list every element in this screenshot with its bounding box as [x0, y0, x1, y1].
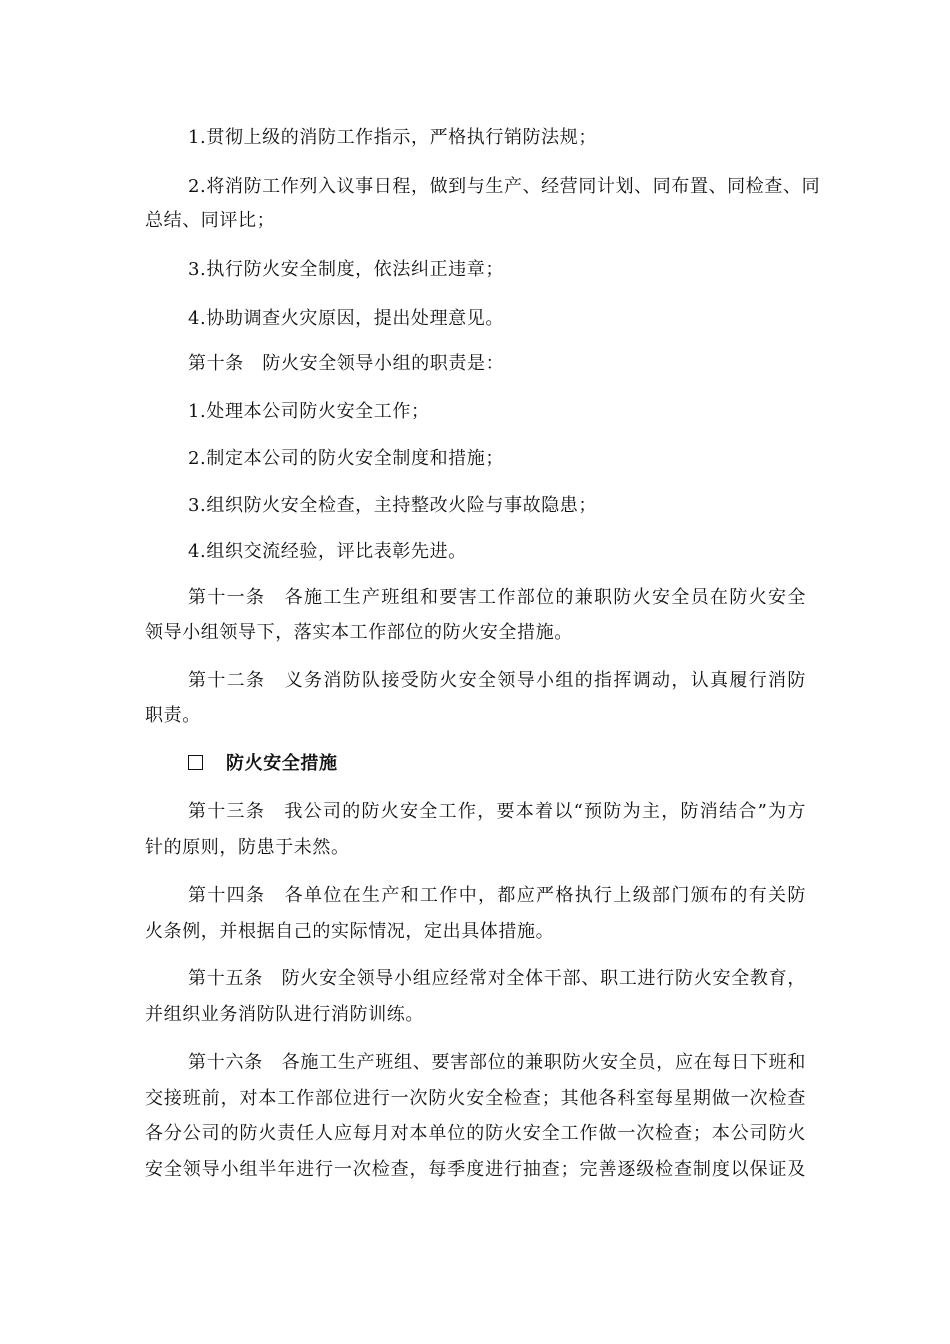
paragraph-line: 2.将消防工作列入议事日程，做到与生产、经营同计划、同布置、同检查、同: [188, 176, 821, 197]
paragraph-line: 领导小组领导下，落实本工作部位的防火安全措施。: [145, 622, 573, 643]
paragraph-line: 第十五条 防火安全领导小组应经常对全体干部、职工进行防火安全教育，: [188, 968, 806, 989]
paragraph-line: 第十条 防火安全领导小组的职责是：: [188, 353, 505, 374]
paragraph-line: 第十二条 义务消防队接受防火安全领导小组的指挥调动，认真履行消防: [188, 670, 806, 691]
paragraph-line: 3.执行防火安全制度，依法纠正违章；: [188, 259, 504, 280]
paragraph-line: 总结、同评比；: [145, 210, 276, 231]
paragraph-line: 各分公司的防火责任人应每月对本单位的防火安全工作做一次检查；本公司防火: [145, 1123, 806, 1144]
paragraph-line: 职责。: [145, 705, 201, 726]
paragraph-line: 针的原则，防患于未然。: [145, 837, 350, 858]
paragraph-line: 4.协助调查火灾原因，提出处理意见。: [188, 308, 504, 329]
paragraph-line: 第十三条 我公司的防火安全工作，要本着以“预防为主，防消结合”为方: [188, 801, 806, 822]
paragraph-line: 并组织业务消防队进行消防训练。: [145, 1004, 424, 1025]
paragraph-line: 1.贯彻上级的消防工作指示，严格执行销防法规；: [188, 127, 597, 148]
section-heading: 防火安全措施: [226, 753, 338, 774]
paragraph-line: 3.组织防火安全检查，主持整改火险与事故隐患；: [188, 495, 597, 516]
paragraph-line: 交接班前，对本工作部位进行一次防火安全检查；其他各科室每星期做一次检查: [145, 1088, 806, 1109]
paragraph-line: 第十六条 各施工生产班组、要害部位的兼职防火安全员，应在每日下班和: [188, 1052, 806, 1073]
paragraph-line: 4.组织交流经验，评比表彰先进。: [188, 541, 467, 562]
section-checkbox[interactable]: [188, 755, 203, 770]
paragraph-line: 第十四条 各单位在生产和工作中，都应严格执行上级部门颁布的有关防: [188, 885, 806, 906]
paragraph-line: 安全领导小组半年进行一次检查，每季度进行抽查；完善逐级检查制度以保证及: [145, 1159, 806, 1180]
paragraph-line: 2.制定本公司的防火安全制度和措施；: [188, 448, 504, 469]
paragraph-line: 1.处理本公司防火安全工作；: [188, 401, 430, 422]
paragraph-line: 第十一条 各施工生产班组和要害工作部位的兼职防火安全员在防火安全: [188, 587, 806, 608]
paragraph-line: 火条例，并根据自己的实际情况，定出具体措施。: [145, 921, 555, 942]
